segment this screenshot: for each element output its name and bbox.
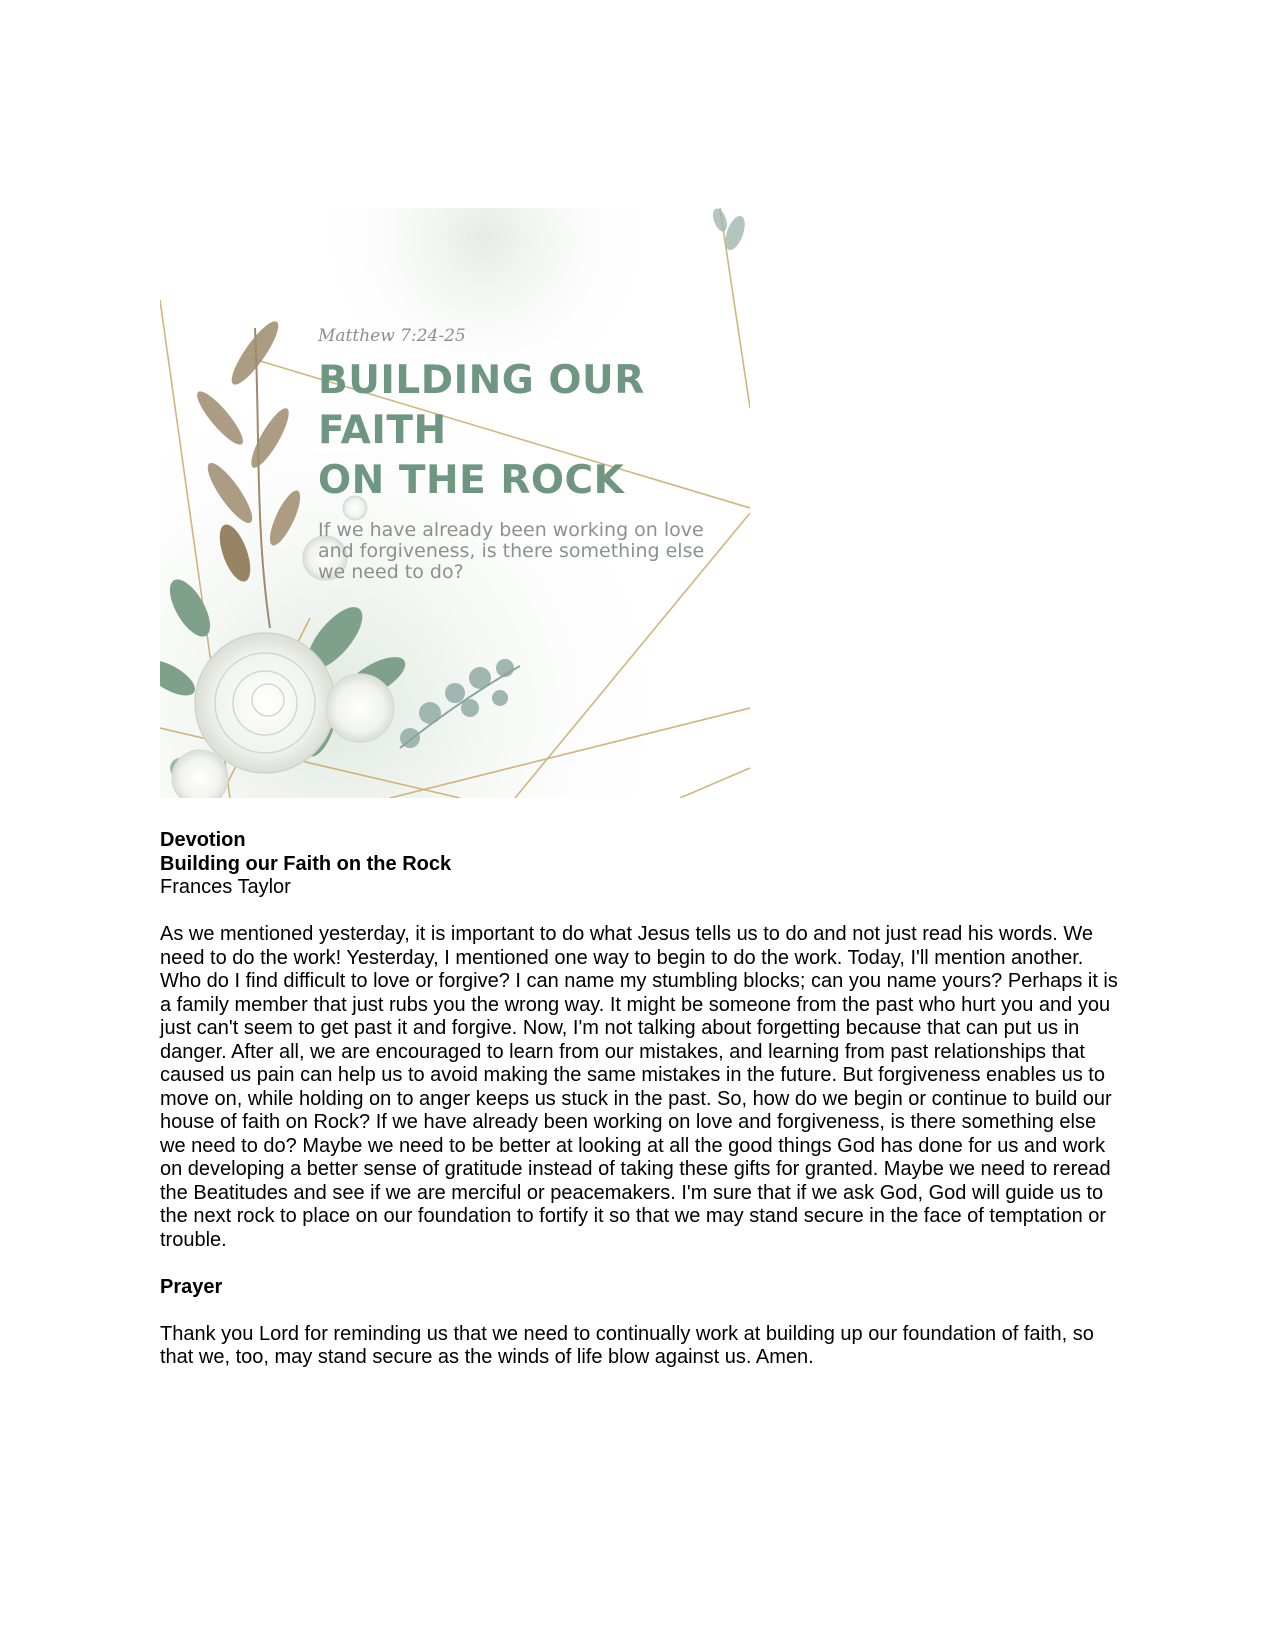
spacer — [160, 900, 1120, 924]
devotion-title: Building our Faith on the Rock — [160, 852, 452, 875]
prayer-text: Thank you Lord for reminding us that we need to continually work at building up our foundation of faith, so that we, too, may stand secure as the winds of life blow against us. Amen. — [160, 1322, 1094, 1368]
scripture-reference: Matthew 7:24-25 — [318, 326, 466, 346]
devotion-body: As we mentioned yesterday, it is important to do what Jesus tells us to do and not just read his words. We need to do the work! Yesterday, I mentioned one way to begin to do the work. Today, I'll mention another. Who do I find difficult to love or forgive? I can name my stumbling blocks; can you name yours? Perhaps it is a family member that just rubs you the wrong way. It might be someone from the past who hurt you and you just can't seem to get past it and forgive. Now, I'm not talking about forgetting because that can put us in danger. After all, we are encouraged to learn from our mistakes, and learning from past relationships that caused us pain can help us to avoid making the same mistakes in the future. But forgiveness enables us to move on, while holding on to anger keeps us stuck in the past. So, how do we begin or continue to build our house of faith on Rock? If we have already been working on love and forgiveness, is there something else we need to do? Maybe we need to be better at looking at all the good things God has done for us and work on developing a better sense of gratitude instead of taking these gifts for granted. Maybe we need to reread the Beatitudes and see if we are merciful or peacemakers. I'm sure that if we ask God, God will guide us to the next rock to place on our foundation to fortify it so that we may stand secure in the face of temptation or trouble. — [160, 923, 1118, 1251]
banner-subtitle: If we have already been working on love and forgiveness, is there something else we need to do? — [318, 519, 705, 583]
banner-text-block — [318, 326, 738, 583]
section-label-devotion: Devotion — [160, 829, 246, 851]
devotion-content — [160, 829, 1120, 1370]
spacer — [160, 1252, 1120, 1276]
devotion-banner-image — [160, 208, 750, 798]
spacer — [160, 1299, 1120, 1323]
section-label-prayer: Prayer — [160, 1275, 223, 1298]
banner-headline-line1: BUILDING OUR FAITH — [318, 358, 645, 453]
author-name: Frances Taylor — [160, 876, 291, 898]
banner-headline-line2: ON THE ROCK — [318, 458, 625, 503]
